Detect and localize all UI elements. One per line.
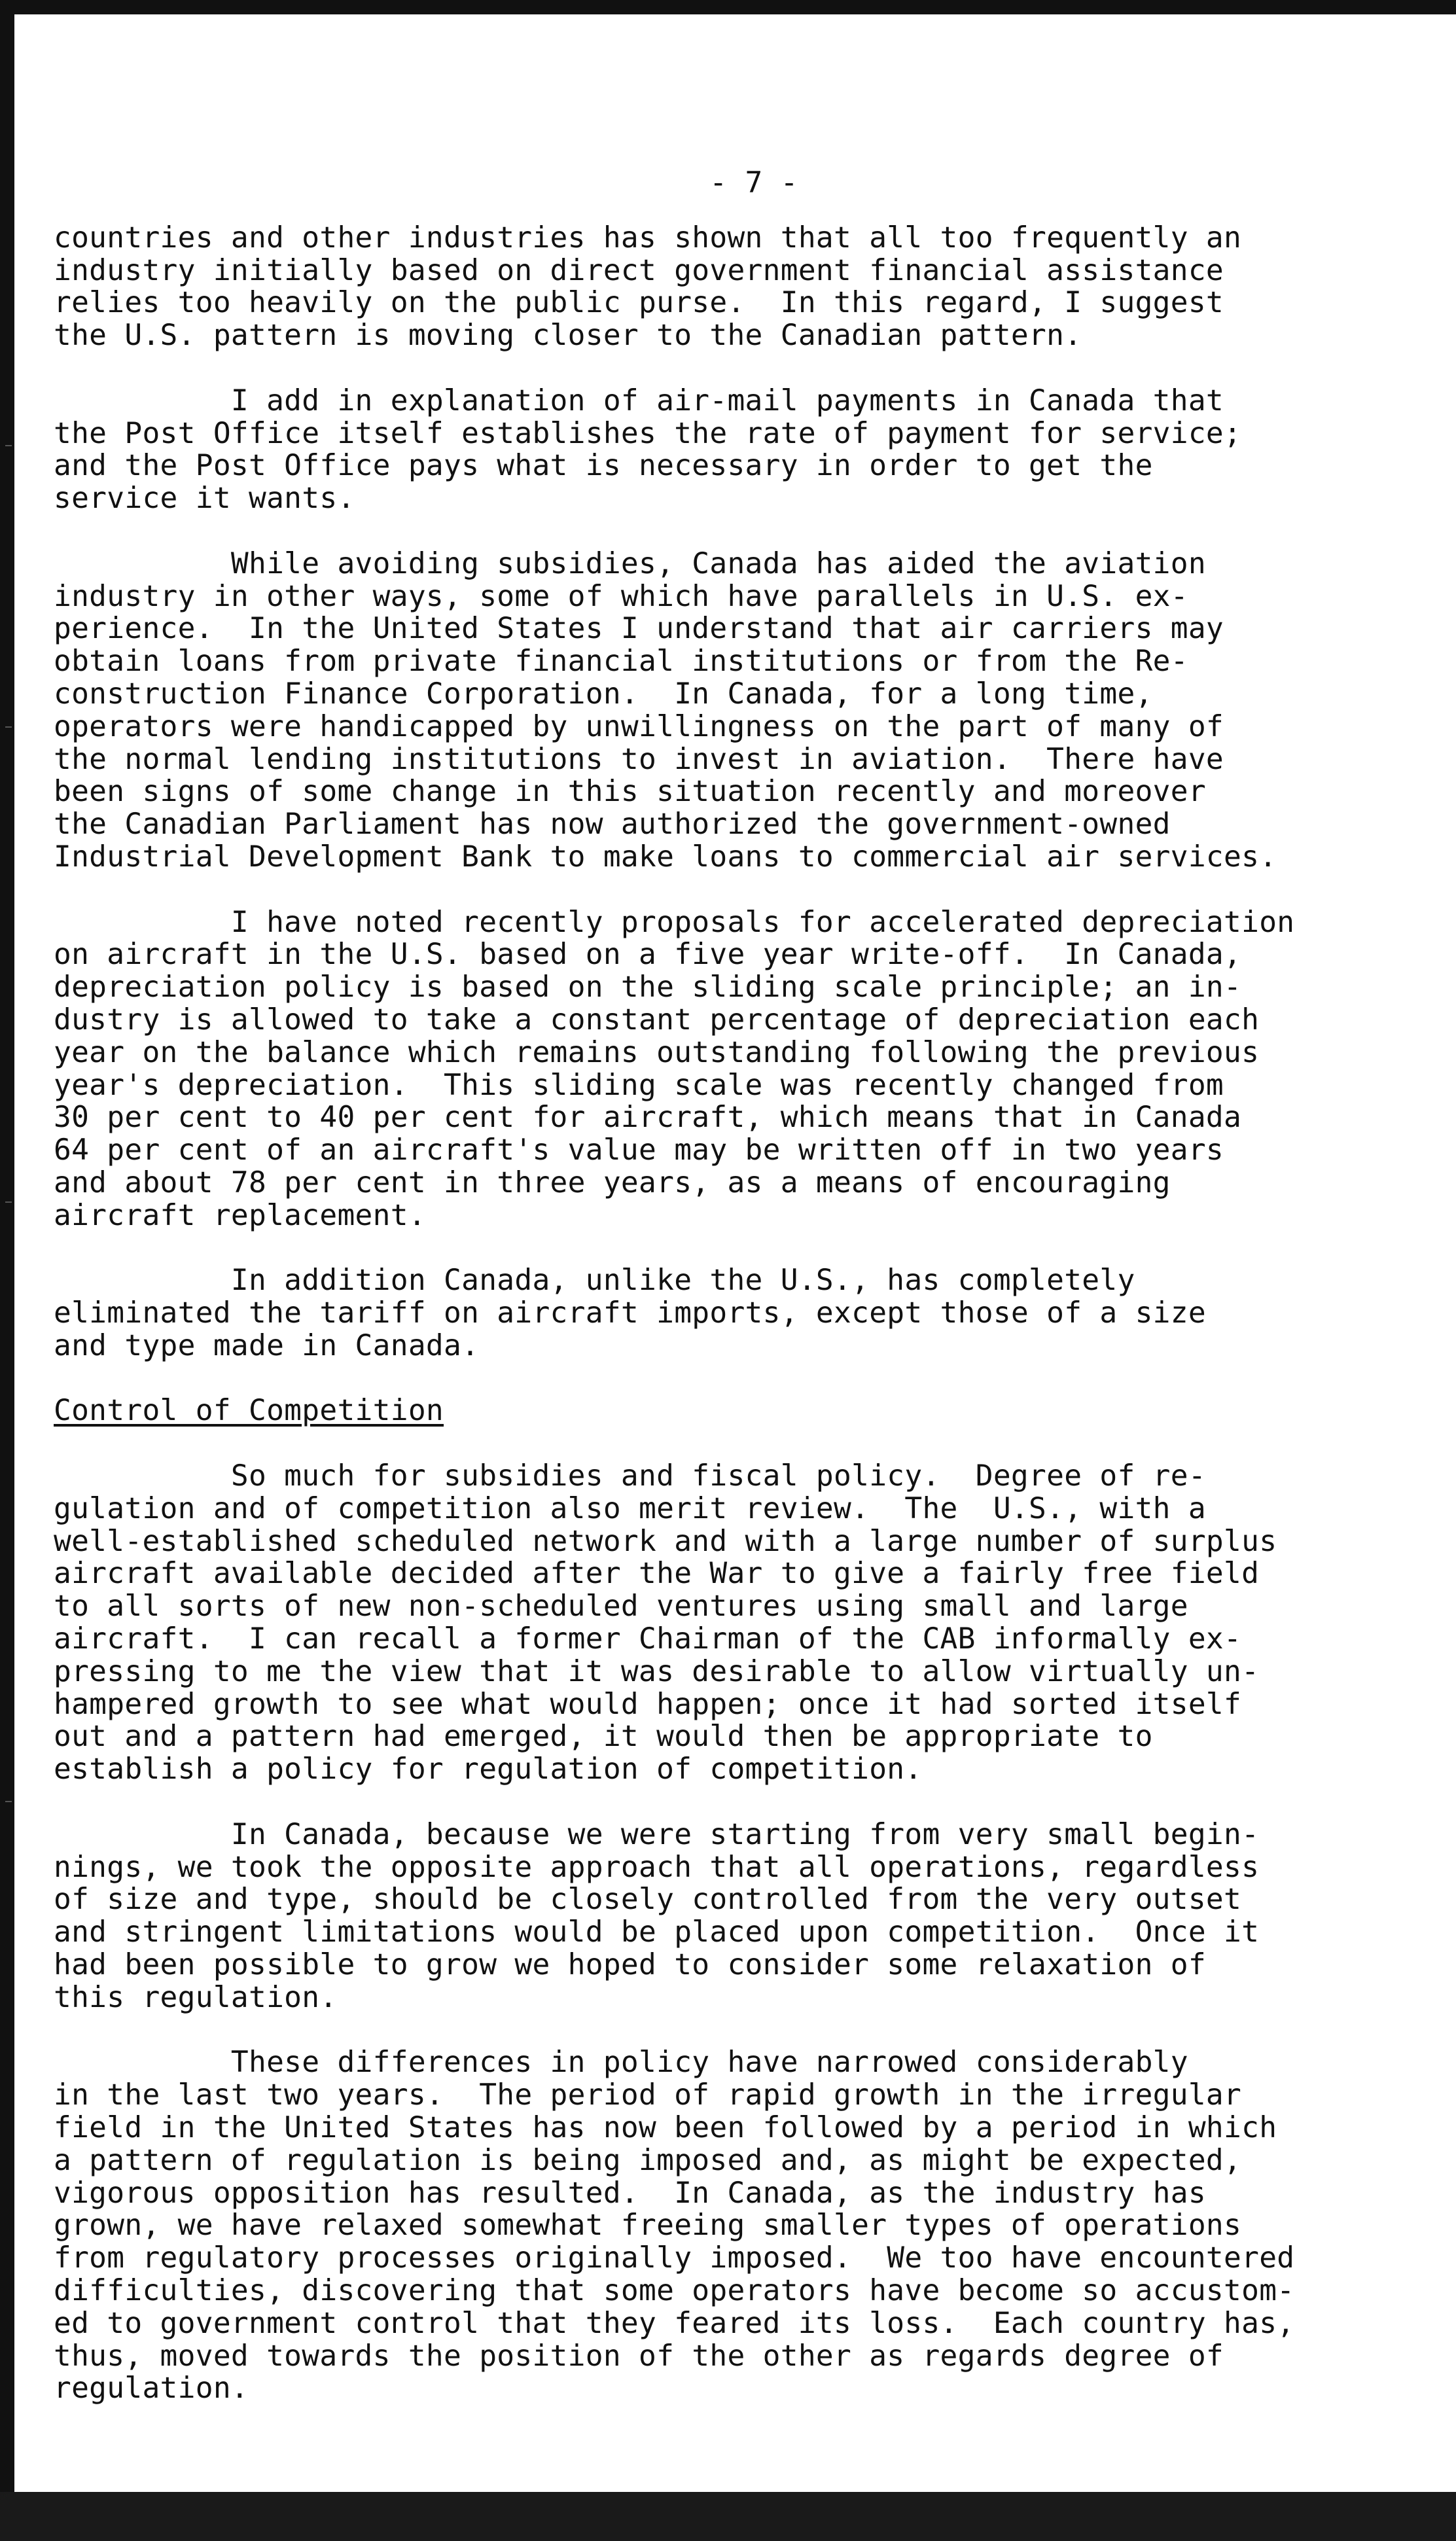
text-line: and stringent limitations would be placed upon competition. Once it xyxy=(54,1915,1260,1949)
margin-tick xyxy=(5,1801,12,1802)
text-line: well-established scheduled network and with a large number of surplus xyxy=(54,1524,1277,1558)
text-line: establish a policy for regulation of competition. xyxy=(54,1752,923,1786)
scan-left-edge xyxy=(0,0,14,2541)
paragraph xyxy=(54,1264,1421,1362)
text-line: In addition Canada, unlike the U.S., has completely xyxy=(54,1264,1135,1298)
text-line: Industrial Development Bank to make loans to commercial air services. xyxy=(54,840,1277,874)
section-heading: Control of Competition xyxy=(54,1394,444,1428)
text-line: relies too heavily on the public purse. In this regard, I suggest xyxy=(54,286,1224,320)
text-line: out and a pattern had emerged, it would then be appropriate to xyxy=(54,1720,1153,1754)
text-line: gulation and of competition also merit review. The U.S., with a xyxy=(54,1491,1206,1525)
text-line: field in the United States has now been followed by a period in which xyxy=(54,2111,1277,2145)
paragraph xyxy=(54,548,1421,874)
text-line: on aircraft in the U.S. based on a five year write-off. In Canada, xyxy=(54,938,1242,972)
paragraph xyxy=(54,222,1421,352)
text-line: grown, we have relaxed somewhat freeing smaller types of operations xyxy=(54,2209,1242,2243)
text-line: the Post Office itself establishes the rate of payment for service; xyxy=(54,416,1242,450)
text-line: These differences in policy have narrowed considerably xyxy=(54,2046,1188,2080)
paragraph xyxy=(54,906,1421,1232)
text-line: and the Post Office pays what is necessary in order to get the xyxy=(54,449,1153,483)
scan-top-edge xyxy=(0,0,1456,14)
text-line: depreciation policy is based on the sliding scale principle; an in- xyxy=(54,970,1242,1004)
scan-bottom-edge xyxy=(0,2492,1456,2541)
text-line: in the last two years. The period of rapid growth in the irregular xyxy=(54,2078,1242,2112)
paragraph xyxy=(54,1460,1421,1786)
text-line: perience. In the United States I understand that air carriers may xyxy=(54,612,1224,646)
text-line: service it wants. xyxy=(54,482,355,516)
text-line: hampered growth to see what would happen; once it had sorted itself xyxy=(54,1687,1242,1721)
text-line: to all sorts of new non-scheduled ventures using small and large xyxy=(54,1590,1188,1624)
paragraph xyxy=(54,2046,1421,2405)
text-line: dustry is allowed to take a constant percentage of depreciation each xyxy=(54,1003,1260,1037)
text-line: been signs of some change in this situation recently and moreover xyxy=(54,775,1206,809)
text-line: industry initially based on direct government financial assistance xyxy=(54,253,1224,287)
margin-tick xyxy=(5,445,12,446)
text-line: eliminated the tariff on aircraft imports, except those of a size xyxy=(54,1296,1206,1330)
text-line: While avoiding subsidies, Canada has aided the aviation xyxy=(54,546,1206,580)
text-line: In Canada, because we were starting from very small begin- xyxy=(54,1817,1260,1851)
text-line: thus, moved towards the position of the other as regards degree of xyxy=(54,2339,1224,2373)
paragraph xyxy=(54,385,1421,515)
text-line: year on the balance which remains outstanding following the previous xyxy=(54,1035,1260,1069)
text-line: the Canadian Parliament has now authorized the government-owned xyxy=(54,808,1171,842)
section-paragraphs xyxy=(54,1460,1421,2405)
text-line: and type made in Canada. xyxy=(54,1328,480,1362)
body-paragraphs xyxy=(54,222,1421,1362)
text-line: year's depreciation. This sliding scale was recently changed from xyxy=(54,1068,1224,1102)
text-line: I add in explanation of air-mail payments in Canada that xyxy=(54,383,1224,418)
text-line: a pattern of regulation is being imposed and, as might be expected, xyxy=(54,2143,1242,2177)
text-line: aircraft replacement. xyxy=(54,1198,426,1232)
text-line: pressing to me the view that it was desirable to allow virtually un- xyxy=(54,1654,1260,1688)
text-line: had been possible to grow we hoped to consider some relaxation of xyxy=(54,1948,1206,1982)
text-line: the U.S. pattern is moving closer to the Canadian pattern. xyxy=(54,319,1082,353)
text-line: So much for subsidies and fiscal policy. Degree of re- xyxy=(54,1459,1206,1493)
text-line: vigorous opposition has resulted. In Canada, as the industry has xyxy=(54,2176,1206,2210)
text-line: obtain loans from private financial institutions or from the Re- xyxy=(54,645,1188,679)
text-line: 64 per cent of an aircraft's value may be written off in two years xyxy=(54,1133,1224,1167)
text-line: industry in other ways, some of which have parallels in U.S. ex- xyxy=(54,579,1188,613)
paragraph xyxy=(54,1819,1421,2014)
text-line: this regulation. xyxy=(54,1980,338,2014)
text-line: and about 78 per cent in three years, as a means of encouraging xyxy=(54,1165,1171,1199)
page-number: - 7 - xyxy=(709,166,798,200)
text-line: from regulatory processes originally imposed. We too have encountered xyxy=(54,2241,1295,2275)
text-line: ed to government control that they feared its loss. Each country has, xyxy=(54,2306,1295,2340)
text-line: operators were handicapped by unwillingness on the part of many of xyxy=(54,709,1224,743)
margin-tick xyxy=(5,1201,12,1203)
text-line: difficulties, discovering that some operators have become so accustom- xyxy=(54,2274,1295,2307)
text-line: nings, we took the opposite approach that all operations, regardless xyxy=(54,1850,1260,1884)
text-line: construction Finance Corporation. In Canada, for a long time, xyxy=(54,677,1153,711)
text-line: 30 per cent to 40 per cent for aircraft, which means that in Canada xyxy=(54,1101,1242,1135)
text-line: aircraft. I can recall a former Chairman of the CAB informally ex- xyxy=(54,1622,1242,1656)
text-line: I have noted recently proposals for accelerated depreciation xyxy=(54,905,1295,939)
text-line: aircraft available decided after the War to give a fairly free field xyxy=(54,1557,1260,1591)
text-line: of size and type, should be closely controlled from the very outset xyxy=(54,1883,1242,1917)
text-line: countries and other industries has shown that all too frequently an xyxy=(54,221,1242,255)
document-page xyxy=(54,167,1421,2438)
margin-tick xyxy=(5,726,12,728)
text-line: regulation. xyxy=(54,2372,249,2406)
text-line: the normal lending institutions to invest in aviation. There have xyxy=(54,742,1224,776)
